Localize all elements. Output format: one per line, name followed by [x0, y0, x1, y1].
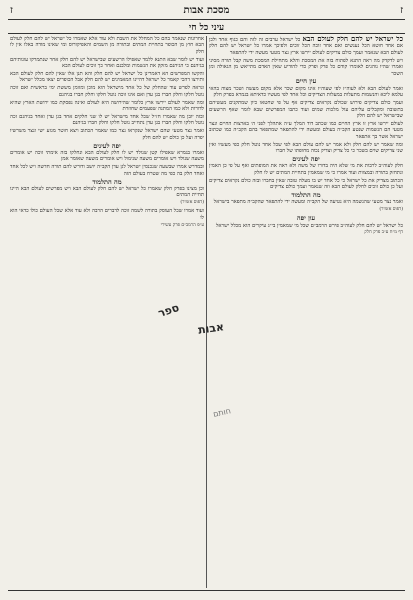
source-note: (דפוס אזמיר) [379, 207, 403, 213]
right-paragraph: ויש לדקדק מה ראה התנא לפתוח בזה את המסכת והלא מתחילת המסכת משה קבל תורה מסיני ואמרו שהיו נוהגים לאומרו קודם כל פרק ופרק כדי להודיע שאין האדם מתייאש מן הגאולה ומן השכר [209, 57, 403, 77]
footer-rule [8, 590, 405, 591]
right-paragraph: חלק לעוה״ב לרבות את מי שלא היה בדורו של משה ולא ראה את המופתים ואף על פי כן האמין ונתחזק בתורה ובמצוות ועוד אמרו כי מי שמאמין בתחיית המתים יש לו חלק [209, 163, 403, 176]
source-note: דף מ״ח ע״ב פרק חלק [364, 230, 403, 236]
source-note: (דפוס אזמיר) [180, 200, 204, 206]
document-page [8, 4, 405, 594]
right-paragraph: כל ישראל ערבים זה לזה והם כגוף אחד ולכן אם אחד חוטא הכל נענשים ואם אחד זוכה הכל זוכים ולפיכך אמרו כל ישראל יש להם חלק לעולם הבא שנאמר ועמך כולם צדיקים לעולם יירשו ארץ נצר מטעי מעשה ידי להתפאר [209, 37, 403, 56]
right-paragraph: ואמר לעולם הבא ולא לעוה״ז לפי שעוה״ז אינו מקום שכר אלא מקום מעשה ושכר מצוה בהאי עלמא ליכא והנשמות מתעלות במעלות הצדיקים וכל אחד לפי מעשיו כדאיתא בגמרא בפרק חלק [209, 85, 403, 99]
right-column [209, 36, 403, 588]
left-paragraph: ומה שאמר לעולם יירשו ארץ כלומר שהירושה היא לעולם ואינה נפסקת כמו ירושת הארץ שהיא לדורות ולא כמו המתנה שפעמים שחוזרת [10, 99, 204, 113]
page-number: ז [10, 5, 13, 16]
ink-mark: ספר [156, 301, 181, 320]
left-paragraph: אחרונות שנאמר בהם כל המחלל את השבת ולא עוד אלא שאמרו כל ישראל יש להם חלק לעולם הבא חוץ מן הכופר בתחיית המתים ובתורה מן השמים והאפיקורוס ומי שאינו מודה באלו אין לו חלק [10, 36, 204, 55]
subsection-heading: מה התלמוד [291, 190, 321, 199]
source-note: ע״פ הרמב״ם פרק עשירי [160, 222, 204, 228]
right-paragraph: כל ישראל יש להם חלק לעוה״ב פירש הרמב״ם שכל מי שמאמין בי״ג עיקרים הוא מכלל ישראל [216, 222, 403, 229]
subsection-heading: עין חיים [295, 77, 317, 86]
section-title-top: עיני כל חי [188, 23, 225, 33]
page-title: מסכת אבות [183, 5, 230, 16]
page-marker: ז [400, 5, 403, 16]
left-paragraph: והקשו המפרשים הא דאמרינן כל ישראל יש להם חלק והא תנן אלו שאין להם חלק לעולם הבא ותירצו דהכי קאמר כל ישראל דהיינו המאמינים יש להם חלק אבל הכופרים יצאו מכלל ישראל [10, 71, 204, 84]
left-paragraph: ובמדרש אמרו שבשעה שנכנסין ישראל לגן עדן הקב״ה יושב ודורש להם תורה חדשה ויש לכל אחד ואחד חלק בה כפי מה שטרח בעולם הזה [10, 164, 204, 177]
left-paragraph: ועוד יש לומר שבא התנא ללמד שאפילו הרשעים שבישראל יש להם חלק אחר שנתמרקו עונותיהם בגיהנם כי הגיהנם מזקק את הנשמות ומלבנם ואחר כך זוכים לעולם הבא [10, 56, 204, 70]
right-paragraph: הכתוב מצדיק את כל ישראל כי כל אחד יש בו מעלה טובה שאין בחברו ובזה כולם נקראים צדיקים ועל כן כולם זוכים לחלק לעולם הבא וזה שנאמר ועמך כולם צדיקים [209, 177, 403, 191]
left-paragraph: ובזה יובן מה שאמרו חז״ל שכל אחד מישראל יש לו שני חלקים אחד בגן עדן ואחד בגיהנם זכה נוטל חלקו וחלק חברו בגן עדן נתחייב נוטל חלקו וחלק חברו בגיהנם [10, 113, 204, 127]
ink-mark: אבות [197, 320, 225, 337]
column-divider [206, 36, 207, 588]
left-paragraph: ונראה לפרש עוד שהחלק של כל אחד מישראל הוא מוכן ומזומן מששת ימי בראשית ואם זוכה נוטל חלקו וחלק חברו בגן עדן ואם אינו זוכה נוטל חלקו וחלק חברו בגיהנם [10, 85, 204, 98]
right-paragraph: ועמך כולם צדיקים פירוש שכולם נקראים צדיקים אף על פי שחטאו כיון שמתקנים מעשיהם בתשובה ומקבלים עליהם עול מלכות שמים ועוד כתבו המפרשים שבא לומר שאף הרשעים שבישראל יש להם חלק [209, 100, 403, 119]
page-header [8, 4, 405, 18]
mishnah-lead: כל ישראל יש להם חלק לעולם הבא [302, 36, 403, 43]
header-rule [8, 19, 405, 20]
section-rule [8, 33, 405, 34]
right-paragraph: ומה שאמר יש להם חלק ולא אמר יש להם עולם הבא לפי שכל אחד נוטל חלק כפי מעשיו ואין שני צדיקים שוים בשכר כי כל צדיק וצדיק נכוה מחופתו של חברו [209, 141, 403, 154]
subsection-heading: יפה לעינים [292, 154, 320, 163]
left-paragraph: ועוד אמרו שכל העוסק בתורה לשמה זוכה לדברים הרבה ולא עוד אלא שכל העולם כולו כדאי הוא לו [10, 208, 204, 221]
right-paragraph: ואמר נצר מטעי שהנשמה היא נטיעה של הקב״ה ומעשה ידי להתפאר שהקב״ה מתפאר בישראל [213, 199, 403, 206]
subsection-heading: יפה לעינים [93, 141, 121, 150]
left-paragraph: וכן מצינו בפרק חלק שאמרו כל ישראל יש להם חלק לעולם הבא ויש מפרשים לעולם הבא היינו תחיית המתים [10, 186, 204, 199]
right-paragraph: לעולם יירשו ארץ זו ארץ החיים כמו שכתב דוד המלך ע״ה אתהלך לפני ה׳ בארצות החיים ונצר מטעי הם הנשמות שנטע הקב״ה בעולם ומעשה ידי להתפאר שמתפאר בהם הקב״ה כמו שכתוב ישראל אשר בך אתפאר [209, 120, 403, 140]
left-paragraph: ואמרו בגמרא שאפילו קטן שנולד יש לו חלק לעולם הבא ונחלקו בזה אימתי זוכה יש אומרים משעה שנולד ויש אומרים משעה שנימול ויש אומרים משעה שאומר אמן [10, 150, 204, 163]
subsection-heading: מה התלמוד [92, 177, 122, 186]
left-paragraph: ואמר נצר מטעי שהם ישראל שנקראו נצר כמו שאמר הכתוב ויצא חוטר מגזע ישי ונצר משרשיו יפרה ועל כן כולם יש להם חלק [10, 128, 204, 141]
faded-stamp: חותם [212, 406, 232, 419]
subsection-heading: עון יפה [296, 214, 316, 223]
